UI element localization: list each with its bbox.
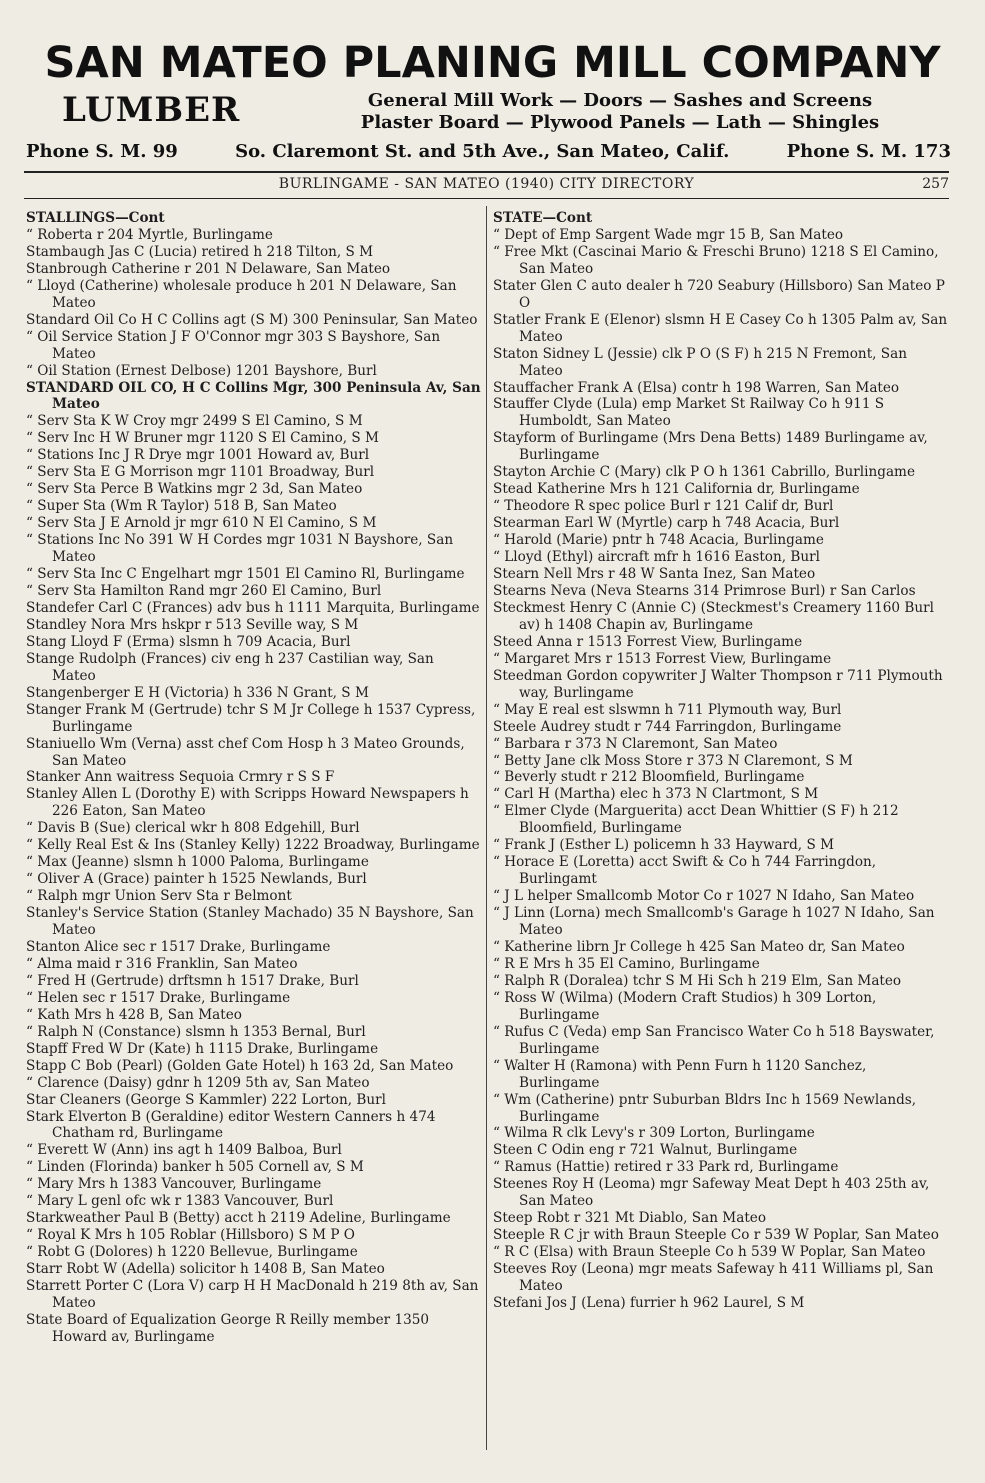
directory-entry: Stayton Archie C (Mary) clk P O h 1361 Cabrillo, Burlingame — [493, 464, 915, 481]
directory-entry: Steed Anna r 1513 Forrest View, Burlingame — [493, 633, 803, 650]
directory-entry: “ Oil Station (Ernest Delbose) 1201 Bayshore, Burl — [26, 362, 377, 379]
directory-entry: “ Stations Inc No 391 W H Cordes mgr 1031 N Bayshore, San Mateo — [26, 532, 454, 566]
company-name: SAN MATEO PLANING MILL COMPANY — [44, 38, 941, 88]
phone-left: Phone S. M. 99 — [26, 141, 178, 162]
directory-entry: Standard Oil Co H C Collins agt (S M) 300 Peninsular, San Mateo — [26, 311, 478, 328]
directory-entry: Stambaugh Jas C (Lucia) retired h 218 Tilton, S M — [26, 243, 374, 260]
directory-entry: “ Lloyd (Ethyl) aircraft mfr h 1616 Easton, Burl — [493, 549, 820, 566]
directory-entry: Stefani Jos J (Lena) furrier h 962 Laurel, S M — [493, 1295, 805, 1311]
address: So. Claremont St. and 5th Ave., San Mateo, Calif. — [235, 141, 730, 162]
directory-entry: “ Roberta r 204 Myrtle, Burlingame — [26, 226, 273, 243]
directory-entry: “ Serv Sta Inc C Engelhart mgr 1501 El Camino Rl, Burlingame — [26, 566, 465, 583]
page-number: 257 — [922, 176, 949, 192]
directory-entry: Standley Nora Mrs hskpr r 513 Seville way, S M — [26, 616, 359, 633]
directory-entry: “ Barbara r 373 N Claremont, San Mateo — [493, 735, 778, 752]
directory-entry: “ Harold (Marie) pntr h 748 Acacia, Burlingame — [493, 532, 824, 549]
directory-entry: Starrett Porter C (Lora V) carp H H MacDonald h 219 8th av, San Mateo — [26, 1278, 479, 1311]
left-column — [26, 210, 481, 1346]
phone-right: Phone S. M. 173 — [786, 141, 951, 162]
directory-entry: “ Super Sta (Wm R Taylor) 518 B, San Mateo — [26, 498, 337, 515]
directory-entry: “ Max (Jeanne) slsmn h 1000 Paloma, Burlingame — [26, 854, 369, 871]
directory-entry: “ Theodore R spec police Burl r 121 Calif dr, Burl — [493, 498, 834, 515]
directory-entry: Stanton Alice sec r 1517 Drake, Burlingame — [26, 938, 331, 955]
directory-entry: “ Margaret Mrs r 1513 Forrest View, Burlingame — [493, 650, 832, 667]
directory-entry: Stearman Earl W (Myrtle) carp h 748 Acacia, Burl — [493, 515, 840, 532]
directory-entry: STANDARD OIL CO, H C Collins Mgr, 300 Peninsula Av, San Mateo — [26, 379, 481, 413]
directory-entry: “ Free Mkt (Cascinai Mario & Freschi Bruno) 1218 S El Camino, San Mateo — [493, 243, 939, 277]
directory-entry: Stanley Allen L (Dorothy E) with Scripps Howard Newspapers h 226 Eaton, San Mateo — [26, 786, 469, 820]
directory-entry: Staniuello Wm (Verna) asst chef Com Hosp h 3 Mateo Grounds, San Mateo — [26, 735, 465, 769]
directory-entry: “ J L helper Smallcomb Motor Co r 1027 N Idaho, San Mateo — [493, 888, 915, 905]
directory-entry: Steep Robt r 321 Mt Diablo, San Mateo — [493, 1210, 767, 1227]
directory-entry: Stater Glen C auto dealer h 720 Seabury (Hillsboro) San Mateo P O — [493, 277, 945, 311]
header-rule-top — [24, 171, 949, 173]
advertisement-banner — [0, 0, 985, 180]
directory-entry: Statler Frank E (Elenor) slsmn H E Casey Co h 1305 Palm av, San Mateo — [493, 311, 948, 345]
directory-entry: Stanley's Service Station (Stanley Machado) 35 N Bayshore, San Mateo — [26, 905, 474, 939]
directory-entry: “ Beverly studt r 212 Bloomfield, Burlingame — [493, 769, 805, 786]
directory-entry: Steeple R C jr with Braun Steeple Co r 539 W Poplar, San Mateo — [493, 1227, 939, 1244]
services-list — [300, 90, 940, 134]
directory-entry: “ Horace E (Loretta) acct Swift & Co h 744 Farringdon, Burlingamt — [493, 854, 877, 888]
directory-entry: Star Cleaners (George S Kammler) 222 Lorton, Burl — [26, 1091, 386, 1108]
directory-entry: “ Lloyd (Catherine) wholesale produce h 201 N Delaware, San Mateo — [26, 277, 457, 311]
contact-row — [26, 141, 951, 162]
directory-entry: “ Serv Sta Hamilton Rand mgr 260 El Camino, Burl — [26, 582, 382, 599]
directory-entry: “ Ralph N (Constance) slsmn h 1353 Bernal, Burl — [26, 1023, 366, 1040]
directory-entry: “ Walter H (Ramona) with Penn Furn h 1120 Sanchez, Burlingame — [493, 1057, 867, 1091]
directory-entry: “ Royal K Mrs h 105 Roblar (Hillsboro) S M P O — [26, 1227, 355, 1244]
directory-entry: Steen C Odin eng r 721 Walnut, Burlingame — [493, 1142, 798, 1159]
directory-entry: “ Elmer Clyde (Marguerita) acct Dean Whittier (S F) h 212 Bloomfield, Burlingame — [493, 803, 899, 837]
directory-entry: Stayform of Burlingame (Mrs Dena Betts) 1489 Burlingame av, Burlingame — [493, 430, 928, 464]
directory-entry: Standefer Carl C (Frances) adv bus h 1111 Marquita, Burlingame — [26, 599, 480, 616]
directory-entry: Stange Rudolph (Frances) civ eng h 237 Castilian way, San Mateo — [26, 650, 434, 684]
directory-entry: “ Clarence (Daisy) gdnr h 1209 5th av, San Mateo — [26, 1074, 370, 1091]
directory-entry: “ Kelly Real Est & Ins (Stanley Kelly) 1222 Broadway, Burlingame — [26, 837, 480, 854]
directory-entry: Stauffacher Frank A (Elsa) contr h 198 Warren, San Mateo — [493, 379, 900, 396]
directory-entry: “ J Linn (Lorna) mech Smallcomb's Garage h 1027 N Idaho, San Mateo — [493, 905, 935, 939]
directory-entry: “ Betty Jane clk Moss Store r 373 N Claremont, S M — [493, 752, 853, 769]
directory-entry: Stang Lloyd F (Erma) slsmn h 709 Acacia, Burl — [26, 633, 351, 650]
directory-entry: “ Frank J (Esther L) policemn h 33 Hayward, S M — [493, 837, 834, 854]
directory-entry: State Board of Equalization George R Reilly member 1350 Howard av, Burlingame — [26, 1311, 430, 1345]
directory-entry: “ Everett W (Ann) ins agt h 1409 Balboa, Burl — [26, 1142, 342, 1159]
directory-entry: “ Alma maid r 316 Franklin, San Mateo — [26, 955, 298, 972]
directory-entry: Stauffer Clyde (Lula) emp Market St Railway Co h 911 S Humboldt, San Mateo — [493, 396, 885, 430]
directory-entry: Steckmest Henry C (Annie C) (Steckmest's Creamery 1160 Burl av) h 1408 Chapin av, Burlingame — [493, 599, 934, 633]
directory-entry: Stearns Neva (Neva Stearns 314 Primrose Burl) r San Carlos — [493, 582, 916, 599]
directory-entry: “ Serv Sta J E Arnold jr mgr 610 N El Camino, S M — [26, 515, 377, 532]
services-line-1: General Mill Work — Doors — Sashes and Screens — [367, 90, 873, 111]
directory-entry: Staton Sidney L (Jessie) clk P O (S F) h 215 N Fremont, San Mateo — [493, 345, 907, 379]
directory-entry: Stark Elverton B (Geraldine) editor Western Canners h 474 Chatham rd, Burlingame — [26, 1108, 436, 1142]
directory-entry: “ Dept of Emp Sargent Wade mgr 15 B, San Mateo — [493, 226, 844, 243]
directory-entry: “ Wm (Catherine) pntr Suburban Bldrs Inc h 1569 Newlands, Burlingame — [493, 1091, 917, 1125]
directory-entry: Stangenberger E H (Victoria) h 336 N Grant, S M — [26, 684, 369, 701]
directory-entry: “ Oil Service Station J F O'Connor mgr 303 S Bayshore, San Mateo — [26, 328, 441, 362]
column-divider — [486, 206, 487, 1450]
directory-entry: “ Linden (Florinda) banker h 505 Cornell av, S M — [26, 1159, 364, 1176]
directory-entry: “ Katherine librn Jr College h 425 San Mateo dr, San Mateo — [493, 938, 905, 955]
directory-entry: “ Davis B (Sue) clerical wkr h 808 Edgehill, Burl — [26, 820, 360, 837]
header-rule-bottom — [24, 198, 949, 199]
directory-entry: Stapp C Bob (Pearl) (Golden Gate Hotel) h 163 2d, San Mateo — [26, 1057, 454, 1074]
lumber-heading: LUMBER — [62, 90, 241, 130]
directory-entry: Stearn Nell Mrs r 48 W Santa Inez, San Mateo — [493, 566, 816, 583]
directory-entry: “ R E Mrs h 35 El Camino, Burlingame — [493, 955, 760, 972]
directory-entry: “ Fred H (Gertrude) drftsmn h 1517 Drake, Burl — [26, 972, 359, 989]
directory-entry: “ Ralph R (Doralea) tchr S M Hi Sch h 219 Elm, San Mateo — [493, 972, 902, 989]
directory-entry: Steedman Gordon copywriter J Walter Thompson r 711 Plymouth way, Burlingame — [493, 667, 943, 701]
directory-entry: STALLINGS—Cont — [26, 210, 165, 226]
directory-entry: Starr Robt W (Adella) solicitor h 1408 B, San Mateo — [26, 1261, 385, 1278]
directory-entry: “ Serv Inc H W Bruner mgr 1120 S El Camino, S M — [26, 430, 379, 447]
directory-entry: “ Stations Inc J R Drye mgr 1001 Howard av, Burl — [26, 447, 370, 464]
directory-entry: Stapff Fred W Dr (Kate) h 1115 Drake, Burlingame — [26, 1040, 379, 1057]
directory-entry: “ Kath Mrs h 428 B, San Mateo — [26, 1006, 242, 1023]
directory-entry: “ Rufus C (Veda) emp San Francisco Water Co h 518 Bayswater, Burlingame — [493, 1023, 935, 1057]
directory-entry: “ R C (Elsa) with Braun Steeple Co h 539 W Poplar, San Mateo — [493, 1244, 926, 1261]
directory-entry: Stead Katherine Mrs h 121 California dr, Burlingame — [493, 481, 860, 498]
directory-entry: “ Oliver A (Grace) painter h 1525 Newlands, Burl — [26, 871, 367, 888]
directory-entry: “ Serv Sta Perce B Watkins mgr 2 3d, San Mateo — [26, 481, 363, 498]
directory-entry: “ Helen sec r 1517 Drake, Burlingame — [26, 989, 291, 1006]
directory-entry: Stanker Ann waitress Sequoia Crmry r S S F — [26, 769, 335, 786]
directory-entry: “ Mary L genl ofc wk r 1383 Vancouver, Burl — [26, 1193, 334, 1210]
services-line-2: Plaster Board — Plywood Panels — Lath — Shingles — [360, 112, 880, 133]
directory-entry: Steele Audrey studt r 744 Farringdon, Burlingame — [493, 718, 842, 735]
directory-entry: Stanger Frank M (Gertrude) tchr S M Jr College h 1537 Cypress, Burlingame — [26, 701, 476, 735]
directory-entry: “ Ross W (Wilma) (Modern Craft Studios) h 309 Lorton, Burlingame — [493, 989, 877, 1023]
directory-entry: “ Carl H (Martha) elec h 373 N Clartmont, S M — [493, 786, 819, 803]
directory-entry: Steeves Roy (Leona) mgr meats Safeway h 411 Williams pl, San Mateo — [493, 1261, 934, 1295]
directory-entry: “ Ralph mgr Union Serv Sta r Belmont — [26, 888, 292, 905]
directory-entry: “ Mary Mrs h 1383 Vancouver, Burlingame — [26, 1176, 322, 1193]
directory-entry: “ Wilma R clk Levy's r 309 Lorton, Burlingame — [493, 1125, 815, 1142]
directory-entry: Stanbrough Catherine r 201 N Delaware, San Mateo — [26, 260, 391, 277]
directory-entry: “ Robt G (Dolores) h 1220 Bellevue, Burlingame — [26, 1244, 358, 1261]
directory-entry: STATE—Cont — [493, 210, 593, 226]
directory-title: BURLINGAME - SAN MATEO (1940) CITY DIRECTORY — [278, 176, 695, 192]
directory-entry: Starkweather Paul B (Betty) acct h 2119 Adeline, Burlingame — [26, 1210, 451, 1227]
directory-entry: Steenes Roy H (Leoma) mgr Safeway Meat Dept h 403 25th av, San Mateo — [493, 1176, 930, 1210]
directory-entry: “ Serv Sta K W Croy mgr 2499 S El Camino, S M — [26, 413, 363, 430]
right-column — [493, 210, 948, 1312]
directory-entry: “ Ramus (Hattie) retired r 33 Park rd, Burlingame — [493, 1159, 839, 1176]
directory-entry: “ Serv Sta E G Morrison mgr 1101 Broadway, Burl — [26, 464, 375, 481]
directory-entry: “ May E real est slswmn h 711 Plymouth way, Burl — [493, 701, 842, 718]
